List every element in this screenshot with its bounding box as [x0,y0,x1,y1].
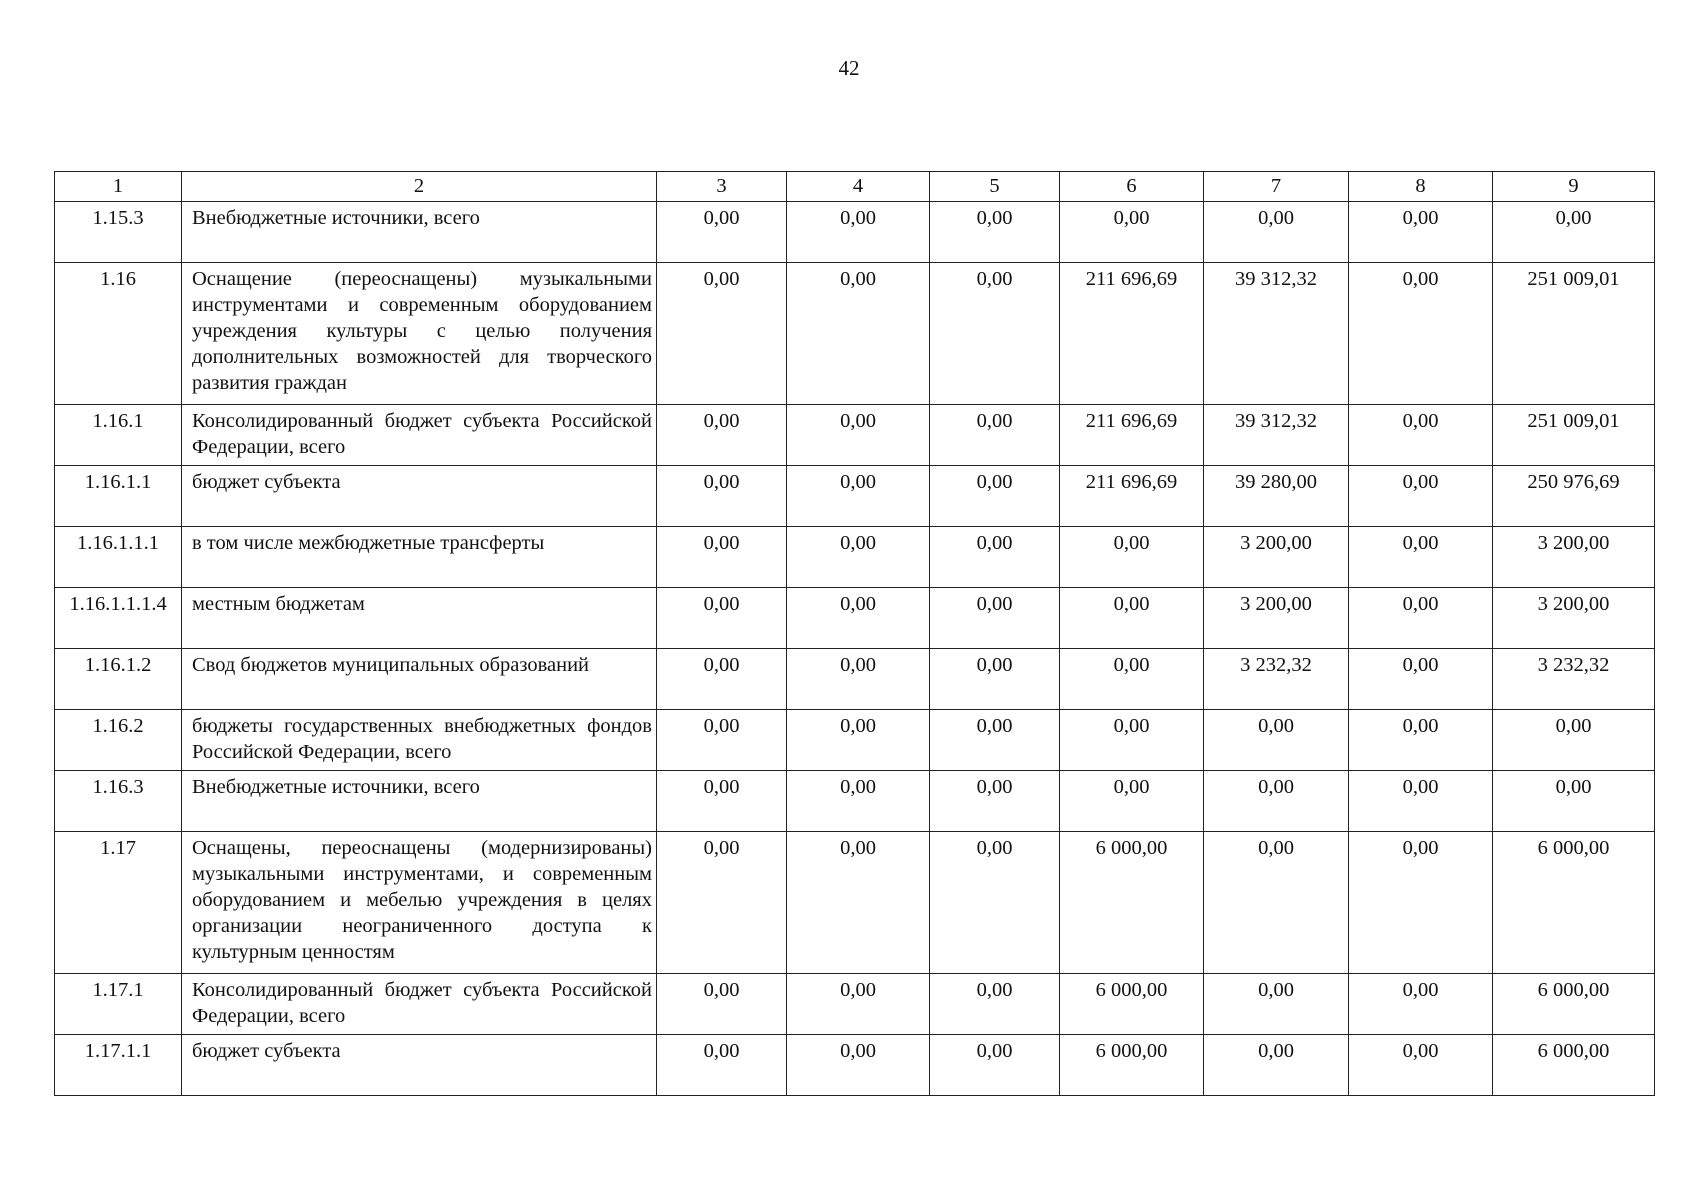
row-code: 1.17.1 [55,974,182,1035]
row-description: Внебюджетные источники, всего [182,771,657,832]
value-cell: 0,00 [1349,405,1493,466]
value-cell: 0,00 [930,202,1060,263]
value-cell: 0,00 [1349,202,1493,263]
row-description: Внебюджетные источники, всего [182,202,657,263]
value-cell: 0,00 [657,466,787,527]
value-cell: 0,00 [930,710,1060,771]
value-cell: 0,00 [787,771,930,832]
value-cell: 0,00 [787,832,930,974]
value-cell: 0,00 [787,405,930,466]
column-number: 2 [182,172,657,202]
value-cell: 0,00 [1493,771,1655,832]
value-cell: 0,00 [1349,1035,1493,1096]
row-description: Оснащены, переоснащены (модернизированы) музыкальными инструментами, и современным оборудованием и мебелью учреждения в целях организации неограниченного доступа к культурным ценностям [182,832,657,974]
value-cell: 0,00 [787,527,930,588]
value-cell: 0,00 [1060,202,1204,263]
value-cell: 6 000,00 [1493,832,1655,974]
row-description: Консолидированный бюджет субъекта Российской Федерации, всего [182,405,657,466]
value-cell: 39 280,00 [1204,466,1349,527]
value-cell: 0,00 [1349,263,1493,405]
value-cell: 251 009,01 [1493,405,1655,466]
value-cell: 6 000,00 [1060,832,1204,974]
value-cell: 0,00 [1060,710,1204,771]
table-row [55,710,1655,771]
row-description: Оснащение (переоснащены) музыкальными инструментами и современным оборудованием учреждения культуры с целью получения дополнительных возможностей для творческого развития граждан [182,263,657,405]
column-number: 8 [1349,172,1493,202]
value-cell: 211 696,69 [1060,466,1204,527]
value-cell: 0,00 [930,527,1060,588]
row-code: 1.16.1.1 [55,466,182,527]
value-cell: 3 232,32 [1493,649,1655,710]
value-cell: 0,00 [1349,588,1493,649]
value-cell: 251 009,01 [1493,263,1655,405]
value-cell: 0,00 [657,832,787,974]
value-cell: 6 000,00 [1493,974,1655,1035]
table-row [55,527,1655,588]
value-cell: 0,00 [1060,527,1204,588]
value-cell: 0,00 [657,588,787,649]
value-cell: 0,00 [1349,832,1493,974]
table-row [55,974,1655,1035]
value-cell: 0,00 [787,588,930,649]
value-cell: 39 312,32 [1204,263,1349,405]
column-number: 6 [1060,172,1204,202]
value-cell: 6 000,00 [1493,1035,1655,1096]
value-cell: 0,00 [1493,710,1655,771]
value-cell: 0,00 [657,710,787,771]
value-cell: 211 696,69 [1060,263,1204,405]
value-cell: 0,00 [1204,832,1349,974]
value-cell: 6 000,00 [1060,1035,1204,1096]
value-cell: 0,00 [1349,649,1493,710]
value-cell: 0,00 [787,974,930,1035]
row-code: 1.16.1.2 [55,649,182,710]
value-cell: 0,00 [1060,649,1204,710]
value-cell: 6 000,00 [1060,974,1204,1035]
value-cell: 0,00 [787,466,930,527]
table-row [55,1035,1655,1096]
column-number-row [55,172,1655,202]
table-body [55,172,1655,1096]
table-row [55,263,1655,405]
value-cell: 0,00 [1493,202,1655,263]
value-cell: 0,00 [1060,588,1204,649]
page-number: 42 [838,56,860,80]
budget-table [54,171,1655,1096]
value-cell: 0,00 [1204,202,1349,263]
row-description: бюджет субъекта [182,466,657,527]
value-cell: 0,00 [787,710,930,771]
value-cell: 39 312,32 [1204,405,1349,466]
table-row [55,202,1655,263]
value-cell: 0,00 [930,649,1060,710]
table-row [55,649,1655,710]
value-cell: 0,00 [1060,771,1204,832]
value-cell: 0,00 [1349,974,1493,1035]
value-cell: 0,00 [1349,771,1493,832]
value-cell: 0,00 [657,649,787,710]
row-code: 1.17 [55,832,182,974]
value-cell: 0,00 [657,405,787,466]
column-number: 3 [657,172,787,202]
value-cell: 0,00 [787,649,930,710]
value-cell: 3 200,00 [1493,527,1655,588]
value-cell: 3 200,00 [1204,527,1349,588]
value-cell: 0,00 [930,974,1060,1035]
row-description: бюджеты государственных внебюджетных фондов Российской Федерации, всего [182,710,657,771]
row-code: 1.16.1 [55,405,182,466]
table-row [55,771,1655,832]
value-cell: 0,00 [1204,771,1349,832]
value-cell: 0,00 [930,263,1060,405]
row-code: 1.15.3 [55,202,182,263]
value-cell: 0,00 [657,263,787,405]
value-cell: 0,00 [657,527,787,588]
value-cell: 0,00 [930,832,1060,974]
column-number: 7 [1204,172,1349,202]
row-description: Консолидированный бюджет субъекта Российской Федерации, всего [182,974,657,1035]
table-row [55,832,1655,974]
value-cell: 0,00 [930,466,1060,527]
column-number: 5 [930,172,1060,202]
value-cell: 0,00 [930,1035,1060,1096]
table-row [55,466,1655,527]
value-cell: 3 200,00 [1204,588,1349,649]
value-cell: 0,00 [930,588,1060,649]
column-number: 4 [787,172,930,202]
row-code: 1.16.1.1.1.4 [55,588,182,649]
row-description: в том числе межбюджетные трансферты [182,527,657,588]
row-code: 1.16.1.1.1 [55,527,182,588]
row-code: 1.17.1.1 [55,1035,182,1096]
row-code: 1.16 [55,263,182,405]
value-cell: 0,00 [657,974,787,1035]
value-cell: 0,00 [1349,466,1493,527]
value-cell: 0,00 [787,202,930,263]
value-cell: 0,00 [787,263,930,405]
value-cell: 0,00 [1204,1035,1349,1096]
value-cell: 3 200,00 [1493,588,1655,649]
column-number: 9 [1493,172,1655,202]
value-cell: 0,00 [1204,974,1349,1035]
column-number: 1 [55,172,182,202]
value-cell: 250 976,69 [1493,466,1655,527]
table-row [55,405,1655,466]
value-cell: 0,00 [930,405,1060,466]
table-row [55,588,1655,649]
row-description: местным бюджетам [182,588,657,649]
value-cell: 0,00 [1204,710,1349,771]
value-cell: 0,00 [657,202,787,263]
budget-table-container [54,171,1655,1096]
value-cell: 3 232,32 [1204,649,1349,710]
value-cell: 0,00 [930,771,1060,832]
row-description: Свод бюджетов муниципальных образований [182,649,657,710]
value-cell: 0,00 [787,1035,930,1096]
row-code: 1.16.2 [55,710,182,771]
row-description: бюджет субъекта [182,1035,657,1096]
row-code: 1.16.3 [55,771,182,832]
value-cell: 0,00 [1349,527,1493,588]
value-cell: 0,00 [657,771,787,832]
value-cell: 211 696,69 [1060,405,1204,466]
value-cell: 0,00 [1349,710,1493,771]
value-cell: 0,00 [657,1035,787,1096]
